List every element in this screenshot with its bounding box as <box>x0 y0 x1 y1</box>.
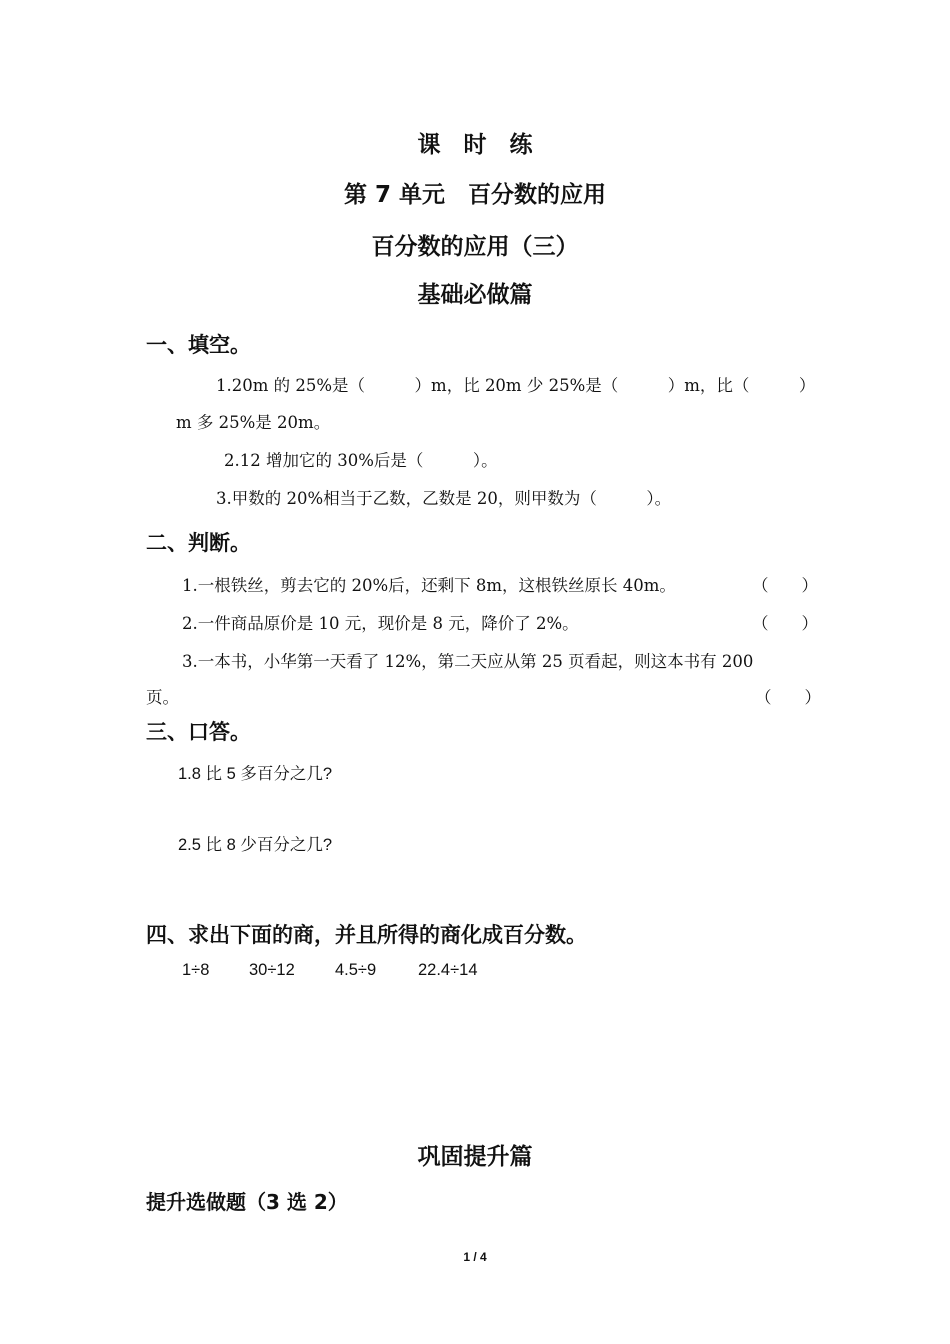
fill-q3: 3.甲数的 20%相当于乙数，乙数是 20，则甲数为（ ）。 <box>216 489 672 508</box>
judge-q3-line1: 3.一本书，小华第一天看了 12%，第二天应从第 25 页看起，则这本书有 200 <box>182 652 754 671</box>
advanced-section-title: 巩固提升篇 <box>417 1144 533 1170</box>
worksheet-title: 课 时 练 <box>417 132 533 158</box>
quotient-heading: 四、求出下面的商，并且所得的商化成百分数。 <box>146 923 587 947</box>
quotient-item: 22.4÷14 <box>418 961 478 979</box>
judge-q1: 1.一根铁丝，剪去它的 20%后，还剩下 8m，这根铁丝原长 40m。 <box>182 576 676 595</box>
fill-q2: 2.12 增加它的 30%后是（ ）。 <box>224 451 498 470</box>
judge-q2: 2.一件商品原价是 10 元，现价是 8 元，降价了 2%。 <box>182 614 579 633</box>
quotient-item: 4.5÷9 <box>335 961 377 979</box>
fill-heading: 一、填空。 <box>146 333 251 357</box>
oral-q2: 2.5 比 8 少百分之几? <box>178 836 333 854</box>
judge-q1-answer-box: （ ） <box>752 576 818 595</box>
lesson-title: 百分数的应用（三） <box>371 234 579 260</box>
judge-q3-line2: 页。 <box>146 688 179 707</box>
judge-heading: 二、判断。 <box>146 531 251 555</box>
oral-heading: 三、口答。 <box>146 720 251 744</box>
quotient-item: 1÷8 <box>182 961 210 979</box>
fill-q1-line2: m 多 25%是 20m。 <box>176 413 331 432</box>
quotient-item: 30÷12 <box>249 961 295 979</box>
judge-q2-answer-box: （ ） <box>752 614 818 633</box>
fill-q1-line1: 1.20m 的 25%是（ ）m，比 20m 少 25%是（ ）m，比（ ） <box>216 376 816 395</box>
basic-section-title: 基础必做篇 <box>417 282 533 308</box>
page-number: 1 / 4 <box>463 1250 487 1264</box>
oral-q1: 1.8 比 5 多百分之几? <box>178 765 333 783</box>
unit-title: 第 7 单元 百分数的应用 <box>343 182 607 208</box>
judge-q3-answer-box: （ ） <box>755 688 821 707</box>
advanced-subheading: 提升选做题（3 选 2） <box>146 1190 348 1214</box>
